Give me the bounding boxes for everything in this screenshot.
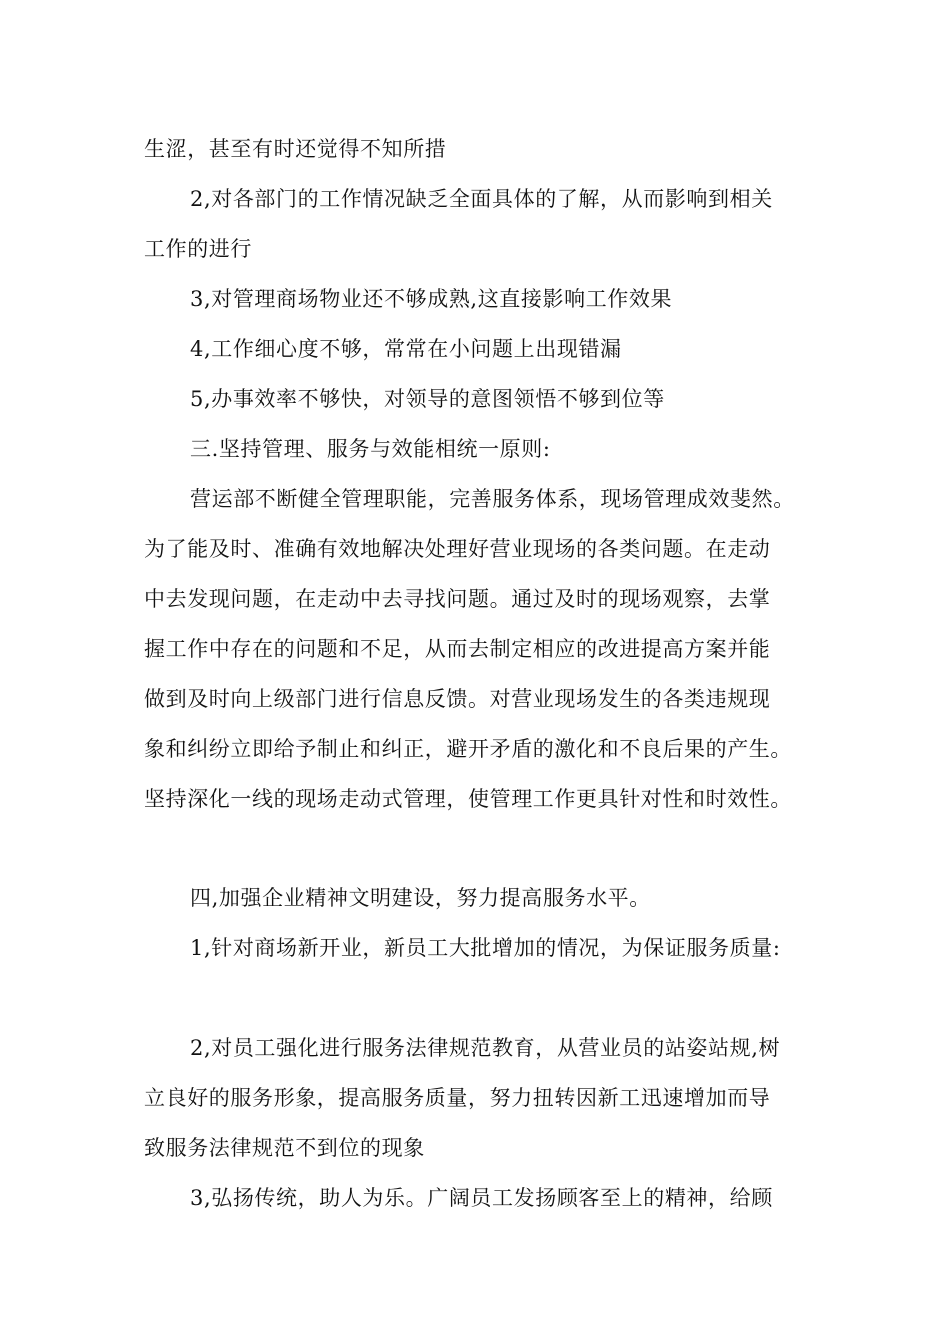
- text-line: 3,弘扬传统，助人为乐。广阔员工发扬顾客至上的精神，给顾: [190, 1186, 773, 1210]
- text-line: 坚持深化一线的现场走动式管理，使管理工作更具针对性和时效性。: [144, 787, 792, 811]
- text-line: 3,对管理商场物业还不够成熟,这直接影响工作效果: [190, 287, 673, 311]
- text-line: 生涩，甚至有时还觉得不知所措: [144, 137, 447, 161]
- text-line: 中去发现问题，在走动中去寻找问题。通过及时的现场观察，去掌: [144, 587, 771, 611]
- text-line: 握工作中存在的问题和不足，从而去制定相应的改进提高方案并能: [144, 637, 771, 661]
- text-line: 营运部不断健全管理职能，完善服务体系，现场管理成效斐然。: [190, 487, 795, 511]
- text-line: 象和纠纷立即给予制止和纠正，避开矛盾的激化和不良后果的产生。: [144, 737, 792, 761]
- text-line: 5,办事效率不够快，对领导的意图领悟不够到位等: [190, 387, 665, 411]
- text-line: 工作的进行: [144, 237, 252, 261]
- text-line: 立良好的服务形象，提高服务质量，努力扭转因新工迅速增加而导: [144, 1086, 771, 1110]
- text-line: 2,对各部门的工作情况缺乏全面具体的了解，从而影响到相关: [190, 187, 773, 211]
- section-heading: 四,加强企业精神文明建设，努力提高服务水平。: [190, 886, 651, 910]
- text-line: 1,针对商场新开业，新员工大批增加的情况，为保证服务质量:: [190, 936, 781, 960]
- text-line: 致服务法律规范不到位的现象: [144, 1136, 425, 1160]
- section-heading: 三.坚持管理、服务与效能相统一原则:: [190, 437, 551, 461]
- text-line: 2,对员工强化进行服务法律规范教育，从营业员的站姿站规,树: [190, 1036, 781, 1060]
- text-line: 为了能及时、准确有效地解决处理好营业现场的各类问题。在走动: [144, 537, 771, 561]
- text-line: 4,工作细心度不够，常常在小问题上出现错漏: [190, 337, 622, 361]
- text-line: 做到及时向上级部门进行信息反馈。对营业现场发生的各类违规现: [144, 687, 771, 711]
